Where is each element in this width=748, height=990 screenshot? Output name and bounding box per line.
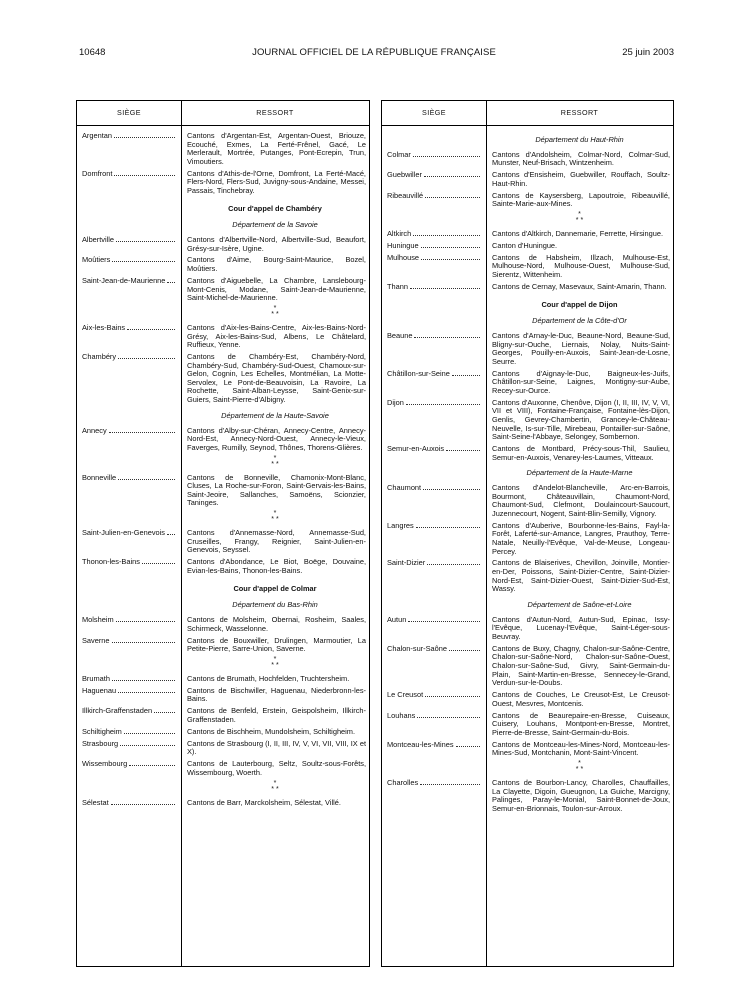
siege-name: Strasbourg [82, 738, 119, 748]
leader-dots [167, 282, 175, 283]
table-row [382, 779, 673, 813]
court-heading: Cour d'appel de Chambéry [228, 203, 322, 213]
siege-cell [77, 170, 181, 196]
siege-name: Wissembourg [82, 759, 128, 769]
asterism-separator: * * * [271, 779, 279, 793]
table-row [382, 192, 673, 209]
siege-cell [382, 522, 486, 556]
siege-cell [382, 151, 486, 168]
asterism-separator: * * * [271, 304, 279, 318]
siege-name: Saint-Dizier [387, 558, 426, 568]
table-row [77, 324, 369, 350]
siege-name: Illkirch-Graffenstaden [82, 706, 153, 716]
asterism-separator: * * * [575, 760, 584, 774]
ressort-cell: Cantons d'Annemasse-Nord, Annemasse-Sud, Cruseilles, Frangy, Reignier, Saint-Julien-en-Genevois, Seyssel. [187, 528, 366, 555]
table-header [382, 101, 673, 126]
table-row [382, 151, 673, 168]
leader-dots [109, 432, 175, 433]
siege-name: Annecy [82, 425, 107, 435]
table-row [77, 132, 369, 166]
siege-name: Haguenau [82, 685, 117, 695]
table-row [77, 558, 369, 575]
ressort-header: RESSORT [560, 108, 599, 117]
department-heading: Département du Bas-Rhin [232, 600, 318, 610]
siege-cell [77, 277, 181, 303]
leader-dots [427, 564, 480, 565]
siege-cell [77, 353, 181, 405]
department-heading: Département de la Haute-Savoie [221, 410, 329, 420]
table-row [77, 740, 369, 757]
asterism-separator: * * * [271, 655, 279, 669]
ressort-cell: Cantons d'Arnay-le-Duc, Beaune-Nord, Beaune-Sud, Bligny-sur-Ouche, Liernais, Nolay, Nuits-Saint-Georges, Pouilly-en-Auxois, Saint-Jean-de-Losne, Seurre. [492, 330, 670, 366]
table-row [77, 707, 369, 724]
leader-dots [449, 650, 480, 651]
table-row [382, 645, 673, 688]
leader-dots [413, 235, 480, 236]
department-heading: Département de Saône-et-Loire [527, 600, 632, 610]
table-row [382, 370, 673, 396]
table-row [382, 445, 673, 462]
table-row [382, 559, 673, 593]
ressort-cell: Cantons de Bischwiller, Haguenau, Niederbronn-les-Bains. [187, 685, 366, 704]
table-row [77, 799, 369, 808]
table-row [382, 712, 673, 738]
leader-dots [124, 733, 175, 734]
table-row [77, 256, 369, 273]
leader-dots [456, 746, 480, 747]
leader-dots [417, 717, 480, 718]
leader-dots [406, 404, 480, 405]
ressort-cell: Cantons de Couches, Le Creusot-Est, Le Creusot-Ouest, Mesvres, Montcenis. [492, 690, 670, 708]
ressort-cell: Cantons de Barr, Marckolsheim, Sélestat, Villé. [187, 797, 341, 807]
ressort-cell: Cantons d'Albertville-Nord, Albertville-Sud, Beaufort, Grésy-sur-Isère, Ugine. [187, 234, 366, 253]
journal-title: JOURNAL OFFICIEL DE LA RÉPUBLIQUE FRANÇAISE [252, 47, 496, 58]
siege-cell [382, 691, 486, 708]
siege-cell [77, 616, 181, 633]
siege-name: Bonneville [82, 472, 117, 482]
siege-cell [77, 236, 181, 253]
court-heading: Cour d'appel de Colmar [233, 583, 317, 593]
siege-name: Semur-en-Auxois [387, 444, 445, 453]
siege-cell [382, 712, 486, 738]
ressort-cell: Cantons d'Aiguebelle, La Chambre, Lanslebourg-Mont-Cenis, Modane, Saint-Jean-de-Maurienne, Saint-Michel-de-Maurienne. [187, 275, 366, 303]
ressort-cell: Cantons de Bonneville, Chamonix-Mont-Blanc, Cluses, La Roche-sur-Foron, Saint-Gervais-les-Bains, Saint-Jeoire, Sallanches, Samoëns, Scionzier, Taninges. [187, 472, 366, 508]
siege-name: Charolles [387, 778, 419, 788]
siege-header: SIÈGE [422, 108, 446, 117]
siege-name: Saverne [82, 635, 110, 645]
table-row [382, 741, 673, 758]
table-row [77, 529, 369, 555]
leader-dots [118, 358, 175, 359]
siege-name: Le Creusot [387, 690, 424, 700]
table-row [382, 332, 673, 366]
siege-cell [382, 230, 486, 239]
siege-name: Schiltigheim [82, 726, 122, 736]
table-row [77, 427, 369, 453]
leader-dots [425, 197, 480, 198]
siege-name: Autun [387, 614, 407, 624]
siege-cell [77, 474, 181, 508]
table-row [77, 760, 369, 777]
leader-dots [127, 329, 175, 330]
siege-cell [77, 675, 181, 684]
siege-name: Chambéry [82, 352, 117, 362]
leader-dots [424, 176, 480, 177]
leader-dots [129, 765, 175, 766]
table-row [382, 171, 673, 188]
ressort-cell: Cantons d'Aix-les-Bains-Centre, Aix-les-Bains-Nord-Grésy, Aix-les-Bains-Sud, Albens, Le Châtelard, Ruffieux, Yenne. [187, 322, 366, 350]
leader-dots [111, 804, 175, 805]
ressort-cell: Cantons de Benfeld, Erstein, Geispolsheim, Illkirch-Graffenstaden. [187, 706, 366, 724]
ressort-cell: Cantons de Molsheim, Obernai, Rosheim, Saales, Schirmeck, Wasselonne. [187, 615, 366, 633]
ressort-cell: Cantons de Bourbon-Lancy, Charolles, Chauffailles, La Clayette, Digoin, Gueugnon, La Guiche, Marcigny, Palinges, Paray-le-Monial, Saint-Bonnet-de-Joux, Semur-en-Brionnais, Toulon-sur-Arroux. [492, 778, 670, 813]
table-row [77, 616, 369, 633]
table-row [382, 616, 673, 642]
siege-name: Ribeauvillé [387, 190, 424, 200]
siege-name: Louhans [387, 710, 416, 720]
siege-cell [77, 740, 181, 757]
leader-dots [416, 527, 480, 528]
leader-dots [118, 692, 175, 693]
table-row [77, 728, 369, 737]
siege-cell [382, 370, 486, 396]
ressort-cell: Cantons de Bouxwiller, Drulingen, Marmoutier, La Petite-Pierre, Sarre-Union, Saverne. [187, 635, 366, 654]
table-row [77, 170, 369, 196]
publication-date: 25 juin 2003 [622, 47, 674, 58]
siege-name: Thann [387, 281, 408, 291]
ressort-cell: Cantons de Kaysersberg, Lapoutroie, Ribeauvillé, Sainte-Marie-aux-Mines. [492, 190, 670, 209]
siege-cell [382, 332, 486, 366]
siege-name: Saint-Julien-en-Genevois [82, 528, 165, 538]
left-table [76, 100, 370, 967]
table-row [382, 242, 673, 251]
ressort-cell: Cantons de Cernay, Masevaux, Saint-Amarin, Thann. [492, 281, 667, 291]
siege-name: Chaumont [387, 483, 422, 493]
siege-name: Beaune [387, 330, 413, 340]
table-header [77, 101, 369, 126]
asterism-separator: * * * [271, 454, 279, 468]
table-row [77, 353, 369, 405]
siege-cell [382, 616, 486, 642]
siege-name: Aix-les-Bains [82, 322, 126, 332]
siege-name: Châtillon-sur-Seine [387, 368, 450, 378]
siege-name: Altkirch [387, 229, 412, 239]
ressort-header: RESSORT [256, 108, 294, 117]
siege-cell [382, 242, 486, 251]
asterism-separator: * * * [575, 211, 584, 225]
leader-dots [118, 479, 175, 480]
table-row [77, 277, 369, 303]
page-header [0, 47, 748, 61]
siege-cell [382, 484, 486, 518]
siege-cell [77, 687, 181, 704]
ressort-cell: Canton d'Huningue. [492, 240, 558, 250]
department-heading: Département de la Côte-d'Or [532, 316, 627, 326]
table-row [382, 399, 673, 442]
siege-cell [382, 283, 486, 292]
right-table [381, 100, 674, 967]
table-row [382, 522, 673, 556]
siege-cell [77, 799, 181, 808]
leader-dots [414, 337, 480, 338]
table-row [382, 254, 673, 280]
table-row [77, 474, 369, 508]
ressort-cell: Cantons de Montceau-les-Mines-Nord, Montceau-les-Mines-Sud, Montchanin, Mont-Saint-Vincent. [492, 739, 670, 758]
siege-name: Guebwiller [387, 170, 422, 180]
table-row [77, 236, 369, 253]
leader-dots [446, 450, 480, 451]
leader-dots [116, 621, 175, 622]
siege-name: Molsheim [82, 615, 114, 625]
asterism-separator: * * * [271, 510, 279, 524]
table-row [77, 675, 369, 684]
siege-name: Colmar [387, 149, 411, 159]
ressort-cell: Cantons d'Auxonne, Chenôve, Dijon (I, II, III, IV, V, VI, VII et VIII), Fontaine-Française, Fontaine-lès-Dijon, Genlis, Gevrey-Chambertin, Grancey-le-Château-Neuvelle, Is-sur-Tille, Mirebeau, Pontailler-sur-Saône, Saint-Seine-l'Abbaye, Selongey, Sombernon. [492, 397, 670, 442]
ressort-cell: Cantons de Habsheim, Illzach, Mulhouse-Est, Mulhouse-Nord, Mulhouse-Ouest, Mulhouse-Sud, Sierentz, Wittenheim. [492, 252, 670, 280]
siege-name: Brumath [82, 673, 110, 683]
ressort-cell: Cantons de Blaiserives, Chevillon, Joinville, Montier-en-Der, Poissons, Saint-Dizier-Centre, Saint-Dizier-Nord-Est, Saint-Dizier-Ouest, Saint-Dizier-Sud-Est, Wassy. [492, 558, 670, 594]
ressort-cell: Cantons d'Andolsheim, Colmar-Nord, Colmar-Sud, Munster, Neuf-Brisach, Wintzenheim. [492, 149, 670, 168]
leader-dots [154, 712, 175, 713]
ressort-cell: Cantons d'Andelot-Blancheville, Arc-en-Barrois, Bourmont, Châteauvillain, Chaumont-Nord, Chaumont-Sud, Clefmont, Doulaincourt-Saucourt, Juzennecourt, Nogent, Saint-Blin-Semilly, Vignory. [492, 483, 670, 518]
leader-dots [452, 375, 480, 376]
ressort-cell: Cantons d'Auberive, Bourbonne-les-Bains, Fayl-la-Forêt, Laferté-sur-Amance, Langres, Prauthoy, Terre-Natale, Neuilly-l'Evêque, Val-de-Meuse, Longeau-Percey. [492, 520, 670, 556]
department-heading: Département de la Haute-Marne [526, 468, 633, 478]
court-heading: Cour d'appel de Dijon [541, 299, 618, 309]
siege-name: Moûtiers [82, 255, 111, 265]
siege-cell [77, 256, 181, 273]
ressort-cell: Cantons de Chambéry-Est, Chambéry-Nord, Chambéry-Sud, Chambéry-Sud-Ouest, Chamoux-sur-Gelon, Cognin, Les Echelles, Montmélian, La Motte-Servolex, Le Pont-de-Beauvoisin, La Ravoire, La Rochette, Saint-Alban-Leysse, Saint-Genix-sur-Guiers, Saint-Pierre-d'Albigny. [187, 352, 366, 405]
siege-cell [77, 529, 181, 555]
siege-name: Thonon-les-Bains [82, 557, 140, 567]
leader-dots [120, 745, 175, 746]
leader-dots [425, 696, 480, 697]
ressort-cell: Cantons d'Aime, Bourg-Saint-Maurice, Bozel, Moûtiers. [187, 255, 366, 274]
department-heading: Département du Haut-Rhin [535, 135, 624, 144]
siege-cell [77, 760, 181, 777]
table-row [382, 691, 673, 708]
ressort-cell: Cantons de Montbard, Précy-sous-Thil, Saulieu, Semur-en-Auxois, Venarey-les-Laumes, Vitteaux. [492, 444, 670, 462]
leader-dots [116, 241, 175, 242]
siege-cell [77, 728, 181, 737]
siege-name: Mulhouse [387, 252, 420, 262]
siege-name: Chalon-sur-Saône [387, 643, 447, 653]
siege-cell [382, 779, 486, 813]
ressort-cell: Cantons d'Argentan-Est, Argentan-Ouest, Briouze, Ecouché, Exmes, La Ferté-Frênel, Gacé, Le Merlerault, Mortrée, Putanges, Pont-Ecrepin, Trun, Vimoutiers. [187, 131, 366, 166]
siege-cell [382, 399, 486, 442]
siege-cell [77, 427, 181, 453]
leader-dots [410, 288, 480, 289]
ressort-cell: Cantons de Lauterbourg, Seltz, Soultz-sous-Forêts, Wissembourg, Woerth. [187, 759, 366, 777]
siege-cell [77, 132, 181, 166]
siege-name: Langres [387, 520, 414, 530]
ressort-cell: Cantons de Beaurepaire-en-Bresse, Cuiseaux, Cuisery, Louhans, Montpont-en-Bresse, Montret, Pierre-de-Bresse, Saint-Germain-du-Bois. [492, 710, 670, 737]
siege-name: Huningue [387, 240, 419, 250]
leader-dots [167, 534, 175, 535]
ressort-cell: Cantons de Strasbourg (I, II, III, IV, V, VI, VII, VIII, IX et X). [187, 738, 366, 757]
siege-header: SIÈGE [117, 108, 141, 117]
siege-name: Dijon [387, 397, 404, 407]
siege-cell [77, 637, 181, 654]
ressort-cell: Cantons d'Ensisheim, Guebwiller, Rouffach, Soultz-Haut-Rhin. [492, 170, 670, 188]
leader-dots [112, 642, 175, 643]
siege-cell [382, 192, 486, 209]
ressort-cell: Cantons d'Athis-de-l'Orne, Domfront, La Ferté-Macé, Flers-Nord, Flers-Sud, Juvigny-sous-Andaine, Messei, Passais, Tinchebray. [187, 168, 366, 195]
siege-cell [382, 741, 486, 758]
department-heading: Département de la Savoie [232, 220, 318, 230]
ressort-cell: Cantons de Brumath, Hochfelden, Truchtersheim. [187, 673, 350, 683]
ressort-cell: Cantons d'Alby-sur-Chéran, Annecy-Centre, Annecy-Nord-Est, Annecy-Nord-Ouest, Annecy-le-Vieux, Faverges, Rumilly, Seynod, Thônes, Thorens-Glières. [187, 425, 366, 452]
siege-name: Sélestat [82, 797, 109, 807]
ressort-cell: Cantons d'Autun-Nord, Autun-Sud, Epinac, Issy-l'Evêque, Lucenay-l'Evêque, Saint-Léger-sous-Beuvray. [492, 614, 670, 641]
leader-dots [423, 489, 480, 490]
siege-cell [77, 707, 181, 724]
table-row [382, 283, 673, 292]
leader-dots [421, 247, 480, 248]
siege-cell [382, 445, 486, 462]
siege-cell [382, 645, 486, 688]
leader-dots [112, 261, 175, 262]
table-row [382, 484, 673, 518]
leader-dots [114, 137, 175, 138]
siege-name: Saint-Jean-de-Maurienne [82, 275, 166, 285]
siege-cell [382, 171, 486, 188]
siege-cell [382, 559, 486, 593]
leader-dots [420, 784, 480, 785]
siege-name: Albertville [82, 234, 115, 244]
table-row [77, 687, 369, 704]
ressort-cell: Cantons de Buxy, Chagny, Chalon-sur-Saône-Centre, Chalon-sur-Saône-Nord, Chalon-sur-Saône-Ouest, Chalon-sur-Saône-Sud, Givry, Saint-Germain-du-Plain, Saint-Martin-en-Bresse, Sennecey-le-Grand, Verdun-sur-le-Doubs. [492, 643, 670, 688]
ressort-cell: Cantons d'Abondance, Le Biot, Boëge, Douvaine, Evian-les-Bains, Thonon-les-Bains. [187, 557, 366, 575]
leader-dots [114, 175, 175, 176]
leader-dots [142, 563, 175, 564]
right-rows [382, 132, 673, 966]
page-number: 10648 [79, 47, 106, 58]
ressort-cell: Cantons d'Altkirch, Dannemarie, Ferrette, Hirsingue. [492, 229, 664, 239]
leader-dots [112, 680, 175, 681]
leader-dots [408, 621, 480, 622]
table-row [77, 637, 369, 654]
table-row [382, 230, 673, 239]
leader-dots [421, 259, 480, 260]
siege-cell [77, 324, 181, 350]
siege-cell [382, 254, 486, 280]
siege-name: Montceau-les-Mines [387, 739, 454, 749]
leader-dots [413, 156, 480, 157]
siege-name: Domfront [82, 168, 113, 178]
ressort-cell: Cantons de Bischheim, Mundolsheim, Schiltigheim. [187, 726, 356, 736]
siege-name: Argentan [82, 131, 112, 140]
siege-cell [77, 558, 181, 575]
left-rows [77, 132, 369, 966]
ressort-cell: Cantons d'Aignay-le-Duc, Baigneux-les-Juifs, Châtillon-sur-Seine, Laignes, Montigny-sur-Aube, Recey-sur-Ource. [492, 368, 670, 395]
